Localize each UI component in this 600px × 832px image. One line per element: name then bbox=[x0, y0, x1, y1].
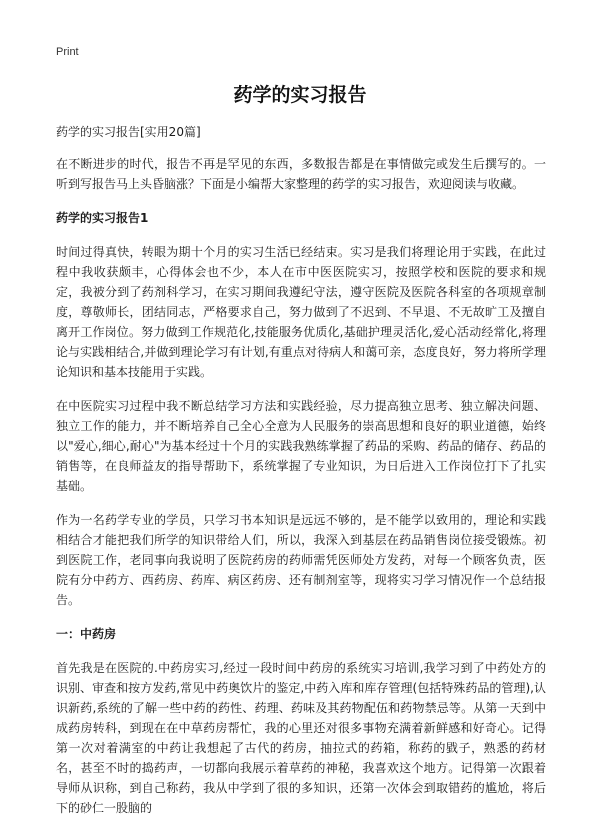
document-body bbox=[56, 122, 546, 832]
print-link[interactable]: Print bbox=[56, 46, 79, 58]
paragraph-3: 作为一名药学专业的学员，只学习书本知识是远远不够的，是不能学以致用的，理论和实践相结合才能把我们所学的知识带给人们，所以，我深入到基层在药品销售岗位接受锻炼。初到医院工作，老同事向我说明了医院药房的药师需凭医师处方发药，对每一个顾客负责，医院有分中药方、西药房、药库、病区药房、还有制剂室等，现将实习学习情况作一个总结报告。 bbox=[56, 513, 546, 607]
intro-paragraph: 在不断进步的时代，报告不再是罕见的东西，多数报告都是在事情做完或发生后撰写的。一听到写报告马上头昏脑涨？下面是小编帮大家整理的药学的实习报告，欢迎阅读与收藏。 bbox=[56, 157, 546, 191]
paragraph-2: 在中医院实习过程中我不断总结学习方法和实践经验，尽力提高独立思考、独立解决问题、独立工作的能力，并不断培养自己全心全意为人民服务的崇高思想和良好的职业道德，始终以"爱心,细心,耐心"为基本经过十个月的实践我熟练掌握了药品的采购、药品的储存、药品的销售等，在良师益友的指导帮助下，系统掌握了专业知识，为日后进入工作岗位打下了扎实基础。 bbox=[56, 399, 546, 493]
section-heading-2: 一：中药房 bbox=[56, 627, 117, 641]
document-title: 药学的实习报告 bbox=[233, 84, 367, 106]
section-heading-1: 药学的实习报告1 bbox=[56, 211, 149, 225]
document-subtitle: 药学的实习报告[实用20篇] bbox=[56, 125, 201, 139]
paragraph-4: 首先我是在医院的.中药房实习,经过一段时间中药房的系统实习培训,我学习到了中药处方的识别、审查和按方发药,常见中药奥饮片的鉴定,中药入库和库存管理(包括特殊药品的管理),认识新药,系统的了解一些中药的药性、药理、药味及其药物配伍和药物禁忌等。从第一天到中成药房转科，到现在在中草药房帮忙，我的心里还对很多事物充满着新鲜感和好奇心。记得第一次对着满室的中药让我想起了古代的药房，抽拉式的药箱，称药的戥子，熟悉的药材名，甚至不时的捣药声，一切都向我展示着草药的神秘，我喜欢这个地方。记得第一次跟着导师从识称，到自己称药，我从中学到了很的多知识，还第一次体会到取错药的尴尬，将后下的砂仁一股脑的 bbox=[56, 661, 546, 815]
paragraph-1: 时间过得真快，转眼为期十个月的实习生活已经结束。实习是我们将理论用于实践，在此过程中我收获颇丰，心得体会也不少，本人在市中医医院实习，按照学校和医院的要求和规定，我被分到了药剂科学习，在实习期间我遵纪守法，遵守医院及医院各科室的各项规章制度，尊敬师长，团结同志，严格要求自己，努力做到了不迟到、不早退、不无故旷工及擅自离开工作岗位。努力做到工作规范化,技能服务优质化,基础护理灵活化,爱心活动经常化,将理论与实践相结合,并做到理论学习有计划,有重点对待病人和蔼可亲，态度良好，努力将所学理论知识和基本技能用于实践。 bbox=[56, 245, 546, 379]
